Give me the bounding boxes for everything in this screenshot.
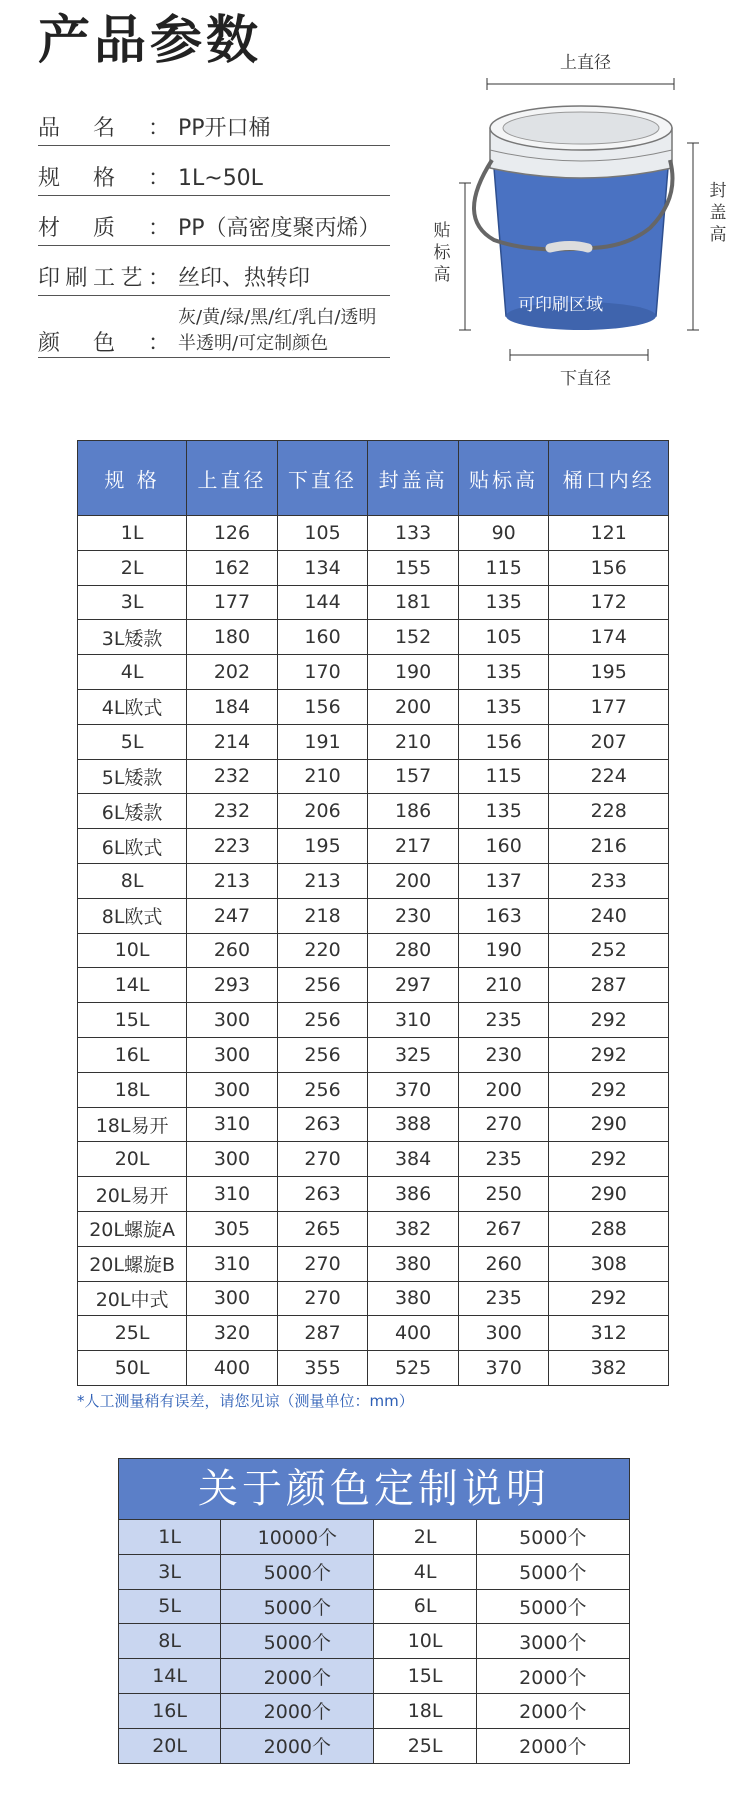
spec-size-label: 规格： [38,166,170,191]
table-cell: 263 [277,1177,368,1212]
table-cell: 288 [549,1211,669,1246]
table-cell: 232 [187,759,278,794]
table-cell: 382 [549,1351,669,1386]
color-table [118,1519,630,1764]
table-cell: 15L [374,1659,476,1694]
table-cell: 6L矮款 [78,794,187,829]
table-cell: 16L [119,1693,221,1728]
table-cell: 20L中式 [78,1281,187,1316]
color-table-body [119,1520,630,1764]
table-row [78,516,669,551]
table-row [119,1589,630,1624]
table-cell: 5000个 [476,1520,629,1555]
table-cell: 386 [368,1177,459,1212]
table-cell: 232 [187,794,278,829]
spec-printing-label: 印刷工艺： [38,266,170,291]
table-cell: 5000个 [221,1624,374,1659]
table-cell: 4L欧式 [78,689,187,724]
print-area-label: 可印刷区域 [518,295,603,315]
table-cell: 157 [368,759,459,794]
table-cell: 370 [368,1072,459,1107]
table-row [78,655,669,690]
table-cell: 2L [374,1520,476,1555]
table-row [78,550,669,585]
table-cell: 135 [458,585,549,620]
table-cell: 388 [368,1107,459,1142]
table-cell: 207 [549,724,669,759]
spec-size-row [38,163,390,196]
table-cell: 20L [119,1728,221,1763]
table-cell: 300 [187,1142,278,1177]
table-row [78,829,669,864]
table-cell: 525 [368,1351,459,1386]
table-cell: 25L [78,1316,187,1351]
table-cell: 300 [458,1316,549,1351]
table-row [78,1316,669,1351]
table-cell: 210 [458,968,549,1003]
table-cell: 10000个 [221,1520,374,1555]
table-cell: 195 [277,829,368,864]
spec-size-value: 1L~50L [178,166,263,191]
bottom-diameter-label: 下直径 [560,369,611,389]
table-cell: 18L [78,1072,187,1107]
table-cell: 216 [549,829,669,864]
table-cell: 210 [368,724,459,759]
table-cell: 6L欧式 [78,829,187,864]
table-cell: 5000个 [221,1589,374,1624]
table-cell: 200 [368,689,459,724]
table-row [119,1693,630,1728]
table-cell: 287 [277,1316,368,1351]
table-cell: 3L矮款 [78,620,187,655]
table-cell: 312 [549,1316,669,1351]
table-cell: 310 [187,1246,278,1281]
table-row [119,1520,630,1555]
table-cell: 155 [368,550,459,585]
table-cell: 20L [78,1142,187,1177]
table-cell: 18L [374,1693,476,1728]
table-cell: 293 [187,968,278,1003]
spec-header-cell: 下直径 [277,441,368,516]
spec-color-label: 颜色： [38,331,170,356]
table-cell: 115 [458,550,549,585]
table-cell: 300 [187,1281,278,1316]
table-cell: 235 [458,1003,549,1038]
table-cell: 184 [187,689,278,724]
table-cell: 1L [119,1520,221,1555]
table-cell: 18L易开 [78,1107,187,1142]
spec-printing-value: 丝印、热转印 [178,266,311,291]
table-cell: 230 [458,1037,549,1072]
table-row [78,968,669,1003]
table-cell: 292 [549,1072,669,1107]
table-cell: 2000个 [476,1693,629,1728]
table-cell: 233 [549,863,669,898]
table-cell: 162 [187,550,278,585]
spec-table-body [78,516,669,1386]
table-cell: 10L [374,1624,476,1659]
table-cell: 105 [277,516,368,551]
table-cell: 2L [78,550,187,585]
spec-color-line2: 半透明/可定制颜色 [178,333,329,354]
spec-name-label: 品名： [38,116,170,141]
table-cell: 163 [458,898,549,933]
table-cell: 260 [458,1246,549,1281]
table-row [78,1246,669,1281]
spec-table [77,440,669,1386]
table-cell: 256 [277,968,368,1003]
table-cell: 380 [368,1246,459,1281]
table-cell: 287 [549,968,669,1003]
table-row [119,1624,630,1659]
table-cell: 134 [277,550,368,585]
table-cell: 290 [549,1177,669,1212]
table-cell: 220 [277,933,368,968]
table-cell: 152 [368,620,459,655]
table-cell: 144 [277,585,368,620]
table-cell: 5000个 [476,1589,629,1624]
table-cell: 135 [458,794,549,829]
table-cell: 250 [458,1177,549,1212]
table-cell: 5000个 [221,1554,374,1589]
table-cell: 384 [368,1142,459,1177]
spec-header-cell: 封盖高 [368,441,459,516]
table-cell: 308 [549,1246,669,1281]
bucket-diagram [410,48,740,388]
table-cell: 20L螺旋B [78,1246,187,1281]
table-cell: 210 [277,759,368,794]
table-cell: 400 [187,1351,278,1386]
table-cell: 355 [277,1351,368,1386]
table-cell: 137 [458,863,549,898]
table-cell: 310 [187,1107,278,1142]
table-cell: 8L [119,1624,221,1659]
table-cell: 228 [549,794,669,829]
spec-color-values [178,305,376,357]
table-cell: 270 [277,1142,368,1177]
table-row [78,724,669,759]
spec-material-value: PP（高密度聚丙烯） [178,216,381,241]
spec-table-header [78,441,669,516]
table-cell: 5L矮款 [78,759,187,794]
table-row [78,1177,669,1212]
table-cell: 292 [549,1281,669,1316]
table-cell: 370 [458,1351,549,1386]
table-cell: 224 [549,759,669,794]
table-row [119,1659,630,1694]
table-cell: 186 [368,794,459,829]
table-cell: 2000个 [221,1693,374,1728]
table-cell: 174 [549,620,669,655]
spec-table-header-row [78,441,669,516]
table-cell: 15L [78,1003,187,1038]
table-cell: 190 [368,655,459,690]
table-cell: 235 [458,1281,549,1316]
table-cell: 310 [368,1003,459,1038]
spec-material-row [38,213,390,246]
table-cell: 235 [458,1142,549,1177]
table-cell: 297 [368,968,459,1003]
page-title: 产品参数 [38,11,263,71]
table-cell: 213 [187,863,278,898]
table-cell: 292 [549,1003,669,1038]
table-row [78,898,669,933]
table-row [119,1728,630,1763]
table-cell: 126 [187,516,278,551]
table-cell: 382 [368,1211,459,1246]
table-cell: 3L [119,1554,221,1589]
table-cell: 214 [187,724,278,759]
table-row [78,1281,669,1316]
table-cell: 217 [368,829,459,864]
table-cell: 300 [187,1003,278,1038]
table-cell: 292 [549,1037,669,1072]
table-cell: 10L [78,933,187,968]
table-cell: 5L [78,724,187,759]
table-cell: 292 [549,1142,669,1177]
table-cell: 160 [277,620,368,655]
table-cell: 191 [277,724,368,759]
table-cell: 270 [458,1107,549,1142]
table-cell: 256 [277,1072,368,1107]
table-cell: 121 [549,516,669,551]
table-row [78,1211,669,1246]
table-cell: 115 [458,759,549,794]
table-cell: 260 [187,933,278,968]
table-cell: 290 [549,1107,669,1142]
bucket-illustration [410,48,740,388]
spec-header-cell: 贴标高 [458,441,549,516]
table-cell: 2000个 [221,1659,374,1694]
table-cell: 16L [78,1037,187,1072]
table-row [78,1142,669,1177]
table-cell: 14L [119,1659,221,1694]
table-cell: 380 [368,1281,459,1316]
table-cell: 305 [187,1211,278,1246]
table-cell: 20L螺旋A [78,1211,187,1246]
table-cell: 50L [78,1351,187,1386]
table-cell: 135 [458,655,549,690]
table-cell: 267 [458,1211,549,1246]
table-row [78,620,669,655]
table-cell: 181 [368,585,459,620]
table-cell: 25L [374,1728,476,1763]
table-row [78,1037,669,1072]
table-row [119,1554,630,1589]
table-cell: 213 [277,863,368,898]
spec-printing-row [38,263,390,296]
table-cell: 5000个 [476,1554,629,1589]
table-cell: 400 [368,1316,459,1351]
spec-color-row [38,305,390,358]
table-cell: 3L [78,585,187,620]
table-cell: 160 [458,829,549,864]
table-cell: 2000个 [476,1728,629,1763]
spec-name-row [38,113,390,146]
table-cell: 280 [368,933,459,968]
table-cell: 180 [187,620,278,655]
table-cell: 90 [458,516,549,551]
table-cell: 256 [277,1003,368,1038]
table-cell: 195 [549,655,669,690]
table-cell: 133 [368,516,459,551]
spec-color-line1: 灰/黄/绿/黑/红/乳白/透明 [178,307,377,328]
table-cell: 270 [277,1281,368,1316]
table-cell: 156 [458,724,549,759]
table-cell: 4L [78,655,187,690]
table-cell: 200 [458,1072,549,1107]
table-cell: 223 [187,829,278,864]
table-cell: 8L [78,863,187,898]
table-cell: 310 [187,1177,278,1212]
table-cell: 1L [78,516,187,551]
table-row [78,1003,669,1038]
color-table-title: 关于颜色定制说明 [118,1458,630,1519]
table-row [78,585,669,620]
table-cell: 218 [277,898,368,933]
table-cell: 320 [187,1316,278,1351]
table-row [78,1072,669,1107]
table-cell: 105 [458,620,549,655]
top-diameter-label: 上直径 [560,53,611,73]
spec-name-value: PP开口桶 [178,116,271,141]
table-cell: 8L欧式 [78,898,187,933]
table-cell: 263 [277,1107,368,1142]
table-cell: 14L [78,968,187,1003]
table-row [78,1351,669,1386]
spec-material-label: 材质： [38,216,170,241]
table-row [78,933,669,968]
table-cell: 265 [277,1211,368,1246]
table-cell: 4L [374,1554,476,1589]
table-cell: 300 [187,1072,278,1107]
table-cell: 240 [549,898,669,933]
table-cell: 177 [187,585,278,620]
table-cell: 256 [277,1037,368,1072]
spec-header-cell: 桶口内经 [549,441,669,516]
table-cell: 270 [277,1246,368,1281]
table-cell: 2000个 [476,1659,629,1694]
table-cell: 190 [458,933,549,968]
table-row [78,689,669,724]
table-cell: 230 [368,898,459,933]
measurement-note: *人工测量稍有误差，请您见谅（测量单位：mm） [77,1392,414,1410]
table-cell: 20L易开 [78,1177,187,1212]
table-cell: 172 [549,585,669,620]
table-cell: 3000个 [476,1624,629,1659]
table-cell: 206 [277,794,368,829]
table-cell: 6L [374,1589,476,1624]
table-cell: 156 [549,550,669,585]
table-row [78,759,669,794]
table-cell: 300 [187,1037,278,1072]
table-cell: 135 [458,689,549,724]
table-cell: 247 [187,898,278,933]
label-height-label: 贴标高 [433,221,451,285]
table-cell: 156 [277,689,368,724]
table-cell: 170 [277,655,368,690]
spec-header-cell: 上直径 [187,441,278,516]
table-cell: 177 [549,689,669,724]
table-cell: 252 [549,933,669,968]
spec-header-cell: 规 格 [78,441,187,516]
table-row [78,1107,669,1142]
table-cell: 5L [119,1589,221,1624]
table-cell: 325 [368,1037,459,1072]
table-cell: 202 [187,655,278,690]
table-cell: 2000个 [221,1728,374,1763]
table-row [78,794,669,829]
table-cell: 200 [368,863,459,898]
lid-height-label: 封盖高 [709,181,727,245]
table-row [78,863,669,898]
